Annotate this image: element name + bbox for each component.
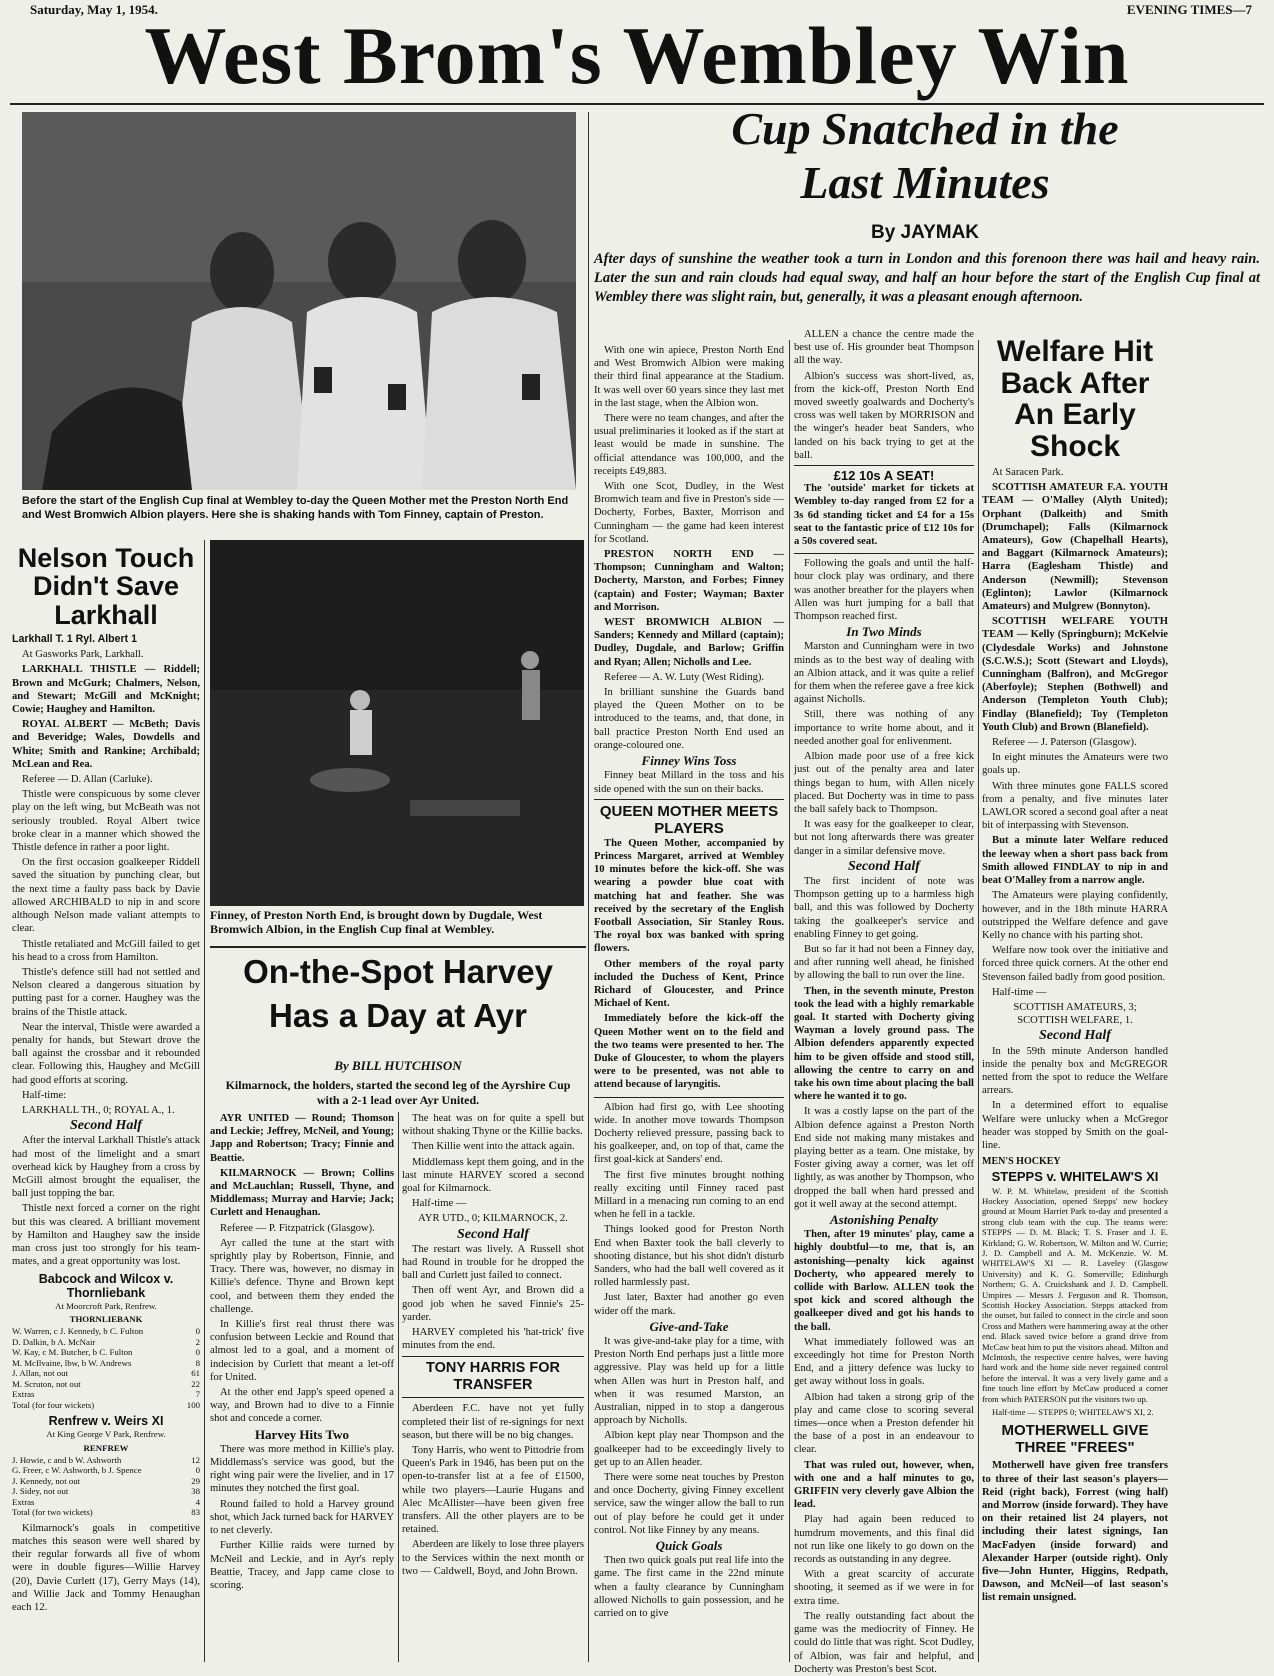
referee: Referee — D. Allan (Carluke). xyxy=(22,774,153,786)
paragraph: With one win apiece, Preston North End and West Bromwich Albion were making their third final appearance at the Stadium. It was well over 60 years since they last met in the last stage, when the Albion won. xyxy=(594,345,784,409)
column-divider xyxy=(978,340,979,1662)
paragraph: Finney beat Millard in the toss and his side opened with the sun on their backs. xyxy=(594,770,784,795)
paragraph: Aberdeen are likely to lose three players to the Services within the next month or two — Caldwell, Boyd, and John Brown. xyxy=(402,1539,584,1577)
batsman: J. Kennedy, not out xyxy=(12,1475,81,1486)
scorecard-row xyxy=(12,1486,200,1497)
box-title: QUEEN MOTHER MEETS PLAYERS xyxy=(599,802,779,837)
paragraph: Then, in the seventh minute, Preston took the lead with a highly remarkable goal. It started with Docherty giving Wayman a lovely ground pass. The Albion defenders apparently expected him to be given offside and stood still, allowing the centre to carry on and take his own time about placing the ball where he wanted it to go. xyxy=(794,985,974,1103)
photo-placeholder-icon xyxy=(22,112,576,490)
scorecard-row xyxy=(12,1347,200,1358)
motherwell-headline: MOTHERWELL GIVE THREE "FREES" xyxy=(1001,1422,1149,1457)
subheading: Astonishing Penalty xyxy=(830,1212,938,1227)
byline: By JAYMAK xyxy=(870,222,980,243)
paragraph: Motherwell have given free transfers to three of their last season's players—Reid (right back), Forrest (wing half) and Morrow (inside forward). They have on their retained list 24 players, not including their latest signings, Ian MacFadyen (inside forward) and Alexander Harper (outside right). Only five—John Hunter, Higgins, Redpath, Dawson, and McNeil—of last season's list remain unsigned. xyxy=(982,1460,1168,1604)
team-list: KILMARNOCK — Brown; Collins and McLauchlan; Russell, Thyne, and Middlemass; Murray and Harvie; Jack; Curlett and Henaughan. xyxy=(210,1167,394,1219)
column-divider xyxy=(204,540,205,1662)
paragraph: Then Killie went into the attack again. xyxy=(412,1141,575,1153)
batsman: D. Dalkin, b A. McNair xyxy=(12,1336,96,1347)
referee: Referee — J. Paterson (Glasgow). xyxy=(992,737,1137,749)
paragraph: Immediately before the kick-off the Queen Mother went on to the field and the two teams were presented to her. The Duke of Gloucester, to whom the players were to be presented, was not able to attend because of laryngitis. xyxy=(594,1013,784,1091)
team-list: SCOTTISH AMATEUR F.A. YOUTH TEAM — O'Malley (Alyth United); Orphant (Dalkeith) and Smith (Drumchapel); Falls (Kilmarnock Amateurs), Gow (Chapelhall Hearts), and Baggart (Kilmarnock Amateurs); Harra (Eaglesham Thistle) and Anderson (Newmill); Stevenson (Eglinton); Lawlor (Kilmarnock Amateurs) and Mulgrew (Bonnyton). xyxy=(982,482,1168,613)
batsman: M. Scruton, not out xyxy=(12,1378,81,1389)
batsman: G. Freer, c W. Ashworth, b J. Spence xyxy=(12,1465,142,1476)
scorecard-row xyxy=(12,1465,200,1476)
ayr-col2 xyxy=(402,1112,584,1664)
team-list: LARKHALL THISTLE — Riddell; Brown and McGurk; Chalmers, Nelson, and Stewart; McGill and McKnight; Cowie; Haughey and Hamilton. xyxy=(12,664,200,716)
paragraph: There were some neat touches by Preston and once Docherty, giving Finney excellent service, saw the winger allow the ball to run out of play before he could get it under control. Not like Finney by any means. xyxy=(594,1472,784,1536)
scorecard-row xyxy=(12,1476,200,1487)
cricket-headline: Renfrew v. Weirs XI xyxy=(48,1414,164,1429)
paragraph: Albion's success was short-lived, as, from the kick-off, Preston North End moved sweetly goalwards and Docherty's cross was well taken by MORRISON and the winger's header beat Sanders, who landed on his back trying to get at the ball. xyxy=(794,370,974,461)
paragraph: Kilmarnock's goals in competitive matches this season were well shared by their regular forwards all five of whom were in double figures—Willie Harvey (20), Davie Curlett (17), Gerry Mays (14), and Willie Jack and Tommy Henaughan each 12. xyxy=(12,1522,200,1614)
main-headline: West Brom's Wembley Win xyxy=(144,10,1130,101)
ayr-intro: Kilmarnock, the holders, started the second leg of the Ayrshire Cup with a 2-1 lead over Ayr United. xyxy=(225,1078,571,1107)
paragraph: With three minutes gone FALLS scored from a penalty, and five minutes later LAWLOR scored a second goal after a neat bit of interpassing with Stevenson. xyxy=(982,780,1168,832)
scorecard-row xyxy=(12,1455,200,1466)
paragraph: On the first occasion goalkeeper Riddell saved the situation by punching clear, but the next time a faulty pass back by Davie allowed ARCHIBALD to nip in and score although Nelson made valiant attempts to clear. xyxy=(12,857,200,935)
paragraph: It was give-and-take play for a time, with Preston North End perhaps just a little more aggressive. Play was held up for a little when Allen was hurt in Preston half, and when it was resumed Marston, an Australian, nipped in to stop a dangerous approach by Nicholls. xyxy=(594,1336,784,1427)
paragraph: What immediately followed was an exceedingly hot time for Preston North End, and a jittery defence was lucky to get away without loss in goals. xyxy=(794,1336,974,1388)
team-list: ROYAL ALBERT — McBeth; Davis and Beveridge; Wales, Dowdells and White; Smith and Rankine; Archibald; McLean and Rea. xyxy=(12,719,200,770)
runs: 22 xyxy=(191,1378,200,1389)
paragraph: The 'outside' market for tickets at Wembley to-day ranged from £2 for a 3s 6d standing ticket and £4 for a 15s seat to the fantastic price of £12 10s for a 50s covered seat. xyxy=(794,483,974,548)
ayr-headline-line2: Has a Day at Ayr xyxy=(268,997,528,1034)
scorecard-row xyxy=(12,1368,200,1379)
ayr-col1 xyxy=(210,1112,394,1664)
team-name: THORNLIEBANK xyxy=(69,1313,143,1324)
runs: 2 xyxy=(195,1336,200,1347)
paragraph: After the interval Larkhall Thistle's attack had most of the limelight and a smart overhead kick by Haughey from a cross by McGill almost brought the equaliser, the ball just topping the bar. xyxy=(12,1135,200,1200)
ayr-headline xyxy=(210,950,586,1038)
paragraph: Thistle next forced a corner on the right but this was cleared. A brilliant movement by Hamilton and Haughey saw the inside man cross just too strongly for his team-mates, and a great opportunity was lost. xyxy=(12,1203,200,1268)
paragraph: Albion kept play near Thompson and the goalkeeper had to be exceedingly lively to get up to an Allen header. xyxy=(594,1430,784,1468)
venue: At King George V Park, Renfrew. xyxy=(46,1429,166,1440)
paragraph: The restart was lively. A Russell shot had Round in trouble for he dropped the ball and Curlett just failed to connect. xyxy=(402,1243,584,1282)
batsman: J. Allan, not out xyxy=(12,1368,68,1379)
ayr-byline: By BILL HUTCHISON xyxy=(334,1058,462,1073)
halftime-label: Half-time — xyxy=(412,1198,467,1210)
ayr-headline-line1: On-the-Spot Harvey xyxy=(243,953,553,990)
paragraph: Things looked good for Preston North End when Baxter took the ball cleverly to shooting distance, but his shot didn't disturb Sanders, who had the ball well covered as it rolled harmlessly past. xyxy=(594,1224,784,1289)
paragraph: Marston and Cunningham were in two minds as to the best way of dealing with an Albion attack, and it was quite a relief for them when the referee gave a free kick against Nicholls. xyxy=(794,641,974,706)
extras-label: Extras xyxy=(12,1496,35,1507)
paragraph: Other members of the royal party included the Duchess of Kent, Prince Richard of Gloucester, and Prince Michael of Kent. xyxy=(594,958,784,1010)
subheading: Finney Wins Toss xyxy=(641,753,737,769)
story-rule xyxy=(210,946,586,948)
scorecard-row xyxy=(12,1379,200,1390)
finney-photo xyxy=(210,540,584,906)
halftime-label: Half-time: xyxy=(22,1089,67,1101)
seat-price-box xyxy=(794,465,974,554)
photo1-caption: Before the start of the English Cup final at Wembley to-day the Queen Mother met the Preston North End and West Bromwich Albion players. Here she is shaking hands with Tom Finney, captain of Preston. xyxy=(22,495,569,521)
total-row xyxy=(12,1507,200,1518)
subheading: Give-and-Take xyxy=(649,1318,729,1334)
paragraph: Then two quick goals put real life into the game. The first came in the 22nd minute when a faulty clearance by Cunningham allowed Nicholls to gain possession, and he carried on to give xyxy=(594,1555,784,1620)
paragraph: Albion made poor use of a free kick just out of the penalty area and later things began to hum, with Allen nicely placed. But Docherty was in time to pass the ball safely back to Thompson. xyxy=(794,751,974,815)
paragraph: It was easy for the goalkeeper to clear, but not long afterwards there was greater danger in a similar defensive move. xyxy=(794,819,974,857)
venue: At Saracen Park. xyxy=(992,467,1064,478)
paragraph: The heat was on for quite a spell but without shaking Thyne or the Killie backs. xyxy=(402,1113,584,1138)
paragraph: It was a costly lapse on the part of the Albion defence against a Preston North End side not making many mistakes and playing better as a team. One mistake, by Foster giving away a corner, was let off lightly, as was another by Thompson, who dropped the ball when hard pressed and got it well away at the second attempt. xyxy=(794,1106,974,1210)
paragraph: Still, there was nothing of any importance to write home about, and it needed another goal for enlivenment. xyxy=(794,709,974,747)
paragraph: Aberdeen F.C. have not yet fully completed their list of re-signings for next season, but there will be no big changes. xyxy=(402,1403,584,1441)
team-list: AYR UNITED — Round; Thomson and Leckie; Jeffrey, McNeil, and Young; Japp and Robertson; Tracy; Finnie and Beattie. xyxy=(210,1113,394,1164)
paragraph: Thistle were conspicuous by some clever play on the left wing, but McBeath was not seriously troubled. Royal Albert twice broke clear in a manner which showed the Thistle defence in rather a poor light. xyxy=(12,789,200,854)
main-story-col2 xyxy=(794,328,974,1675)
batsman: J. Sidey, not out xyxy=(12,1486,69,1497)
extras-runs: 4 xyxy=(195,1496,200,1507)
halftime-score: Half-time — STEPPS 0; WHITELAW'S XI, 2. xyxy=(992,1407,1154,1418)
paragraph: With a great scarcity of accurate shooting, it seemed as if we were in for extra time. xyxy=(794,1569,974,1607)
paragraph: At the other end Japp's speed opened a way, and Brown had to dive to a Finnie shot and concede a corner. xyxy=(210,1387,394,1425)
total-label: Total (for two wickets) xyxy=(12,1507,93,1518)
welfare-story xyxy=(982,336,1168,1664)
paragraph: In brilliant sunshine the Guards band played the Queen Mother on to be introduced to the teams, and, that done, in ball practice Preston North End used an orange-coloured one. xyxy=(594,687,784,751)
subheading: Second Half xyxy=(70,1118,142,1134)
batsman: J. Howie, c and b W. Ashworth xyxy=(12,1454,122,1465)
paragraph: In Killie's first real thrust there was confusion between Leckie and Round that almost led to a goal, and a moment of indecision by Curlett that meant a let-off for United. xyxy=(210,1319,394,1383)
paragraph: HARVEY completed his 'hat-trick' five minutes from the end. xyxy=(402,1327,584,1352)
paragraph: But so far it had not been a Finney day, and after running well ahead, he finished by allowing the ball to run over the line. xyxy=(794,943,974,982)
paragraph: Welfare now took over the initiative and forced three quick corners. At the other end Stevenson failed badly from good position. xyxy=(982,945,1168,983)
runs: 12 xyxy=(191,1454,200,1465)
subheading: Harvey Hits Two xyxy=(254,1426,350,1442)
paragraph: Then, after 19 minutes' play, came a highly doubtful—to me, that is, an astonishing—penalty kick against Docherty, who appeared merely to collide with Barlow. ALLEN took the spot kick and scored although the goalkeeper dived and got his hands to the ball. xyxy=(794,1229,974,1333)
team-list: SCOTTISH WELFARE YOUTH TEAM — Kelly (Springburn); McKelvie (Clydesdale Works) and Johnstone (S.C.W.S.); Scott (Stewart and Lloyds), Cunningham (Balfron), and McGregor (Aberfoyle); Stephen (Bothwell) and Anderson (Templeton Youth Club); Findlay (Blanefield); Toy (Templeton Youth Club) and Brown (Blanefield). xyxy=(982,616,1168,733)
scorecard-row xyxy=(12,1326,200,1337)
paragraph: W. P. M. Whitelaw, president of the Scottish Hockey Association, opened Stepps' new hockey ground at Mount Harriet Park to-day and presented a strong club team with the cup. The teams were: STEPPS — D. M. Black; T. S. Fraser and J. E. Kirkland; G. W. Robertson, W. Milton and W. Currie; J. D. Campbell and A. M. McKenzie. W. M. WHITELAW'S XI — R. Laveley (Glasgow University) and K. G. Somerville; Edinburgh Northern; G. A. Cruickshank and J. D. Campbell. Umpires — Messrs J. Ferguson and R. Thomson, Scottish Hockey Association. Stepps attacked from the outset, but failed to connect in the circle and soon Cross and Mathers were hammering away at the other end. Black saved twice before a grand drive from McCaw beat him to put the visitors ahead. Milton and McIntosh, the respective centre halves, were having hard work and the home side never regained control before the interval. It was a very lively game and a fine touch line effort by McCaw produced a corner from which PATERSON put the visitors two up. xyxy=(982,1185,1168,1404)
queen-mother-box xyxy=(594,799,784,1098)
subhead-line1: Cup Snatched in the xyxy=(731,103,1119,154)
paragraph: Following the goals and until the half-hour clock play was ordinary, and there was another breather for the players when Allen was hurt jumping for a ball that Thompson reached first. xyxy=(794,558,974,623)
extras-row xyxy=(12,1389,200,1400)
subheading: In Two Minds xyxy=(846,624,922,640)
paragraph: Further Killie raids were turned by McNeil and Leckie, and in Ayr's reply Beattie, Tracey, and Japp came close to scoring. xyxy=(210,1540,394,1591)
subheading: Second Half xyxy=(457,1226,529,1242)
extras-label: Extras xyxy=(12,1389,35,1400)
subheading: Quick Goals xyxy=(655,1538,723,1554)
column-divider xyxy=(789,340,790,1662)
subheading: Second Half xyxy=(1039,1028,1111,1044)
paragraph: Then off went Ayr, and Brown did a good job when he saved Finnie's 25-yarder. xyxy=(402,1285,584,1323)
runs: 0 xyxy=(195,1465,200,1476)
box-title: TONY HARRIS FOR TRANSFER xyxy=(425,1360,560,1394)
paragraph: Albion had first go, with Lee shooting wide. In another move towards Thompson Docherty relieved pressure, passing back to his goalkeeper, and, on top of that, came the first goal-kick at Sanders' end. xyxy=(594,1101,784,1166)
halftime-score: SCOTTISH AMATEURS, 3; xyxy=(1013,1001,1137,1013)
paragraph: The Queen Mother, accompanied by Princess Margaret, arrived at Wembley 10 minutes before the kick-off. She was wearing a powder blue coat with matching hat and feather. She was received by the secretary of the English Football Association, Sir Stanley Rous. The royal box was banked with spring flowers. xyxy=(594,837,784,955)
scorecard xyxy=(12,1326,200,1389)
paragraph: Near the interval, Thistle were awarded a penalty for hands, but Stewart drove the ball against the crossbar and it rebounded clear. Following this, Haughey and McGill had good efforts at scoring. xyxy=(12,1021,200,1086)
paragraph: The really outstanding fact about the game was the mediocrity of Finney. He could do little that was right. Scot Dudley, of Albion, was fair and helpful, and Docherty was Preston's best Scot. xyxy=(794,1610,974,1675)
runs: 29 xyxy=(191,1475,200,1486)
paragraph: Ayr called the tune at the start with sprightly play by Robertson, Finnie, and Tracy. There was, however, no dismay in Killie's defence. Thyne and Brown kept cool, and between them they ended the challenge. xyxy=(210,1237,394,1315)
paragraph: The first incident of note was Thompson getting up to a harmless high ball, and this was followed by Docherty taking the goalkeeper's service and enabling Finney to get going. xyxy=(794,875,974,940)
paragraph: Albion had taken a strong grip of the play and came close to scoring several times—once when a Preston defender hit the base of a post in an endeavour to clear. xyxy=(794,1391,974,1456)
subheading: Second Half xyxy=(848,858,920,874)
halftime-score: SCOTTISH WELFARE, 1. xyxy=(1017,1015,1133,1027)
runs: 0 xyxy=(195,1326,200,1337)
paragraph: In the 59th minute Anderson handled inside the penalty box and McGREGOR netted from the spot to reduce the Welfare arrears. xyxy=(982,1045,1168,1097)
issue-date: Saturday, May 1, 1954. xyxy=(30,2,158,17)
hockey-headline: STEPPS v. WHITELAW'S XI xyxy=(991,1169,1159,1185)
paragraph: There was more method in Killie's play. Middlemass's service was good, but the right wing pair were the livelier, and in 17 minutes they notched the first goal. xyxy=(210,1443,394,1495)
extras-row xyxy=(12,1497,200,1508)
venue: At Gasworks Park, Larkhall. xyxy=(22,649,144,661)
nelson-headline: Nelson Touch Didn't Save Larkhall xyxy=(17,543,195,630)
total-runs: 100 xyxy=(186,1399,200,1410)
paragraph: Play had again been reduced to humdrum movements, and this final did not run like one likely to go down on the records as outstanding in any degree. xyxy=(794,1514,974,1566)
paragraph: Thistle retaliated and McGill failed to get his head to a cross from Hamilton. xyxy=(12,938,200,963)
photo-placeholder-icon xyxy=(210,540,584,906)
paragraph: There were no team changes, and after the usual preliminaries it looked as if the start at least would be made in sunshine. The official attendance was 100,000, and the receipts £49,883. xyxy=(594,413,784,477)
team-list: PRESTON NORTH END — Thompson; Cunningham and Walton; Docherty, Marston, and Forbes; Finney (captain) and Foster; Wayman; Baxter and Morrison. xyxy=(594,549,784,613)
harris-box xyxy=(402,1356,584,1398)
batsman: W. Kay, c M. Butcher, b C. Fulton xyxy=(12,1347,133,1358)
total-label: Total (for four wickets) xyxy=(12,1399,95,1410)
subhead-line2: Last Minutes xyxy=(800,157,1050,208)
intro-paragraph: After days of sunshine the weather took a turn in London and this forenoon there was hail and heavy rain. Later the sun and rain clouds had equal sway, and half an hour before the start of the English Cup final at Wembley there was slight rain, but, generally, it was a pleasant enough afternoon. xyxy=(594,251,1260,305)
total-runs: 83 xyxy=(191,1507,200,1518)
halftime-score: AYR UTD., 0; KILMARNOCK, 2. xyxy=(418,1213,568,1225)
batsman: M. McIlvaine, lbw, b W. Andrews xyxy=(12,1357,132,1368)
runs: 0 xyxy=(195,1347,200,1358)
paragraph: Tony Harris, who went to Pittodrie from Queen's Park in 1946, has been put on the open-to-transfer list at a fee of £1500, while two players—Laurie Hugans and Alec McAllister—have been given free transfers. All the other players are to be retained. xyxy=(402,1445,584,1536)
referee: Referee — P. Fitzpatrick (Glasgow). xyxy=(220,1222,375,1234)
paragraph: But a minute later Welfare reduced the leeway when a short pass back from Smith allowed FINDLAY to nip in and beat O'Malley from a narrow angle. xyxy=(982,835,1168,887)
paragraph: Round failed to hold a Harvey ground shot, which Jack turned back for HARVEY to net cleverly. xyxy=(210,1498,394,1537)
section-label: MEN'S HOCKEY xyxy=(982,1156,1061,1168)
paragraph: ALLEN a chance the centre made the best use of. His grounder beat Thompson all the way. xyxy=(794,329,974,367)
paragraph: In a determined effort to equalise Welfare were unlucky when a McGregor header was stopped by Smith on the goal-line. xyxy=(982,1100,1168,1151)
paragraph: Just later, Baxter had another go even wider off the mark. xyxy=(594,1292,784,1317)
extras-runs: 7 xyxy=(195,1389,200,1400)
runs: 61 xyxy=(191,1368,200,1379)
column-divider xyxy=(588,112,589,1662)
paragraph: With one Scot, Dudley, in the West Bromwich team and five in Preston's side — Docherty, Forbes, Baxter, Morrison and Cunningham — the game had keen interest for Scotland. xyxy=(594,481,784,545)
match-score: Larkhall T. 1 Ryl. Albert 1 xyxy=(12,633,138,646)
paragraph: That was ruled out, however, when, with one and a half minutes to go, GRIFFIN very cleverly gave Albion the lead. xyxy=(794,1459,974,1511)
runs: 8 xyxy=(195,1357,200,1368)
venue: At Moorcroft Park, Renfrew. xyxy=(55,1300,157,1311)
scorecard-row xyxy=(12,1358,200,1369)
main-story-col1 xyxy=(594,344,784,1664)
cricket-headline: Babcock and Wilcox v. Thornliebank xyxy=(38,1272,174,1300)
paragraph: The first five minutes brought nothing really exciting until Finney raced past Millard in a menacing run coming to an end when he fell in a tackle. xyxy=(594,1169,784,1221)
box-title: £12 10s A SEAT! xyxy=(833,468,935,484)
halftime-score: LARKHALL TH., 0; ROYAL A., 1. xyxy=(22,1104,175,1116)
paragraph: Middlemass kept them going, and in the last minute HARVEY scored a second goal for Kilmarnock. xyxy=(402,1156,584,1195)
column-divider xyxy=(398,1112,399,1662)
team-list: WEST BROMWICH ALBION — Sanders; Kennedy and Millard (captain); Dudley, Dugdale, and Barlow; Griffin and Ryan; Allen; Nicholls and Lee. xyxy=(594,617,784,668)
batsman: W. Warren, c J. Kennedy, b C. Fulton xyxy=(12,1326,144,1337)
halftime-label: Half-time — xyxy=(992,986,1047,998)
paragraph: In eight minutes the Amateurs were two goals up. xyxy=(982,752,1168,777)
team-name: RENFREW xyxy=(83,1442,129,1453)
paper-name: EVENING TIMES—7 xyxy=(1126,2,1252,17)
runs: 38 xyxy=(191,1486,200,1497)
queen-mother-photo xyxy=(22,112,576,490)
welfare-headline: Welfare Hit Back After An Early Shock xyxy=(996,335,1154,463)
photo2-caption: Finney, of Preston North End, is brought down by Dugdale, West Bromwich Albion, in the English Cup final at Wembley. xyxy=(210,908,543,936)
scorecard-row xyxy=(12,1337,200,1348)
paragraph: Thistle's defence still had not settled and Nelson cleared a dangerous situation by putting past for a corner. Haughey was the brains of the Thistle attack. xyxy=(12,966,200,1018)
scorecard xyxy=(12,1455,200,1497)
nelson-story xyxy=(12,544,200,1664)
total-row xyxy=(12,1400,200,1411)
referee: Referee — A. W. Luty (West Riding). xyxy=(604,671,765,683)
paragraph: The Amateurs were playing confidently, however, and in the 18th minute HARRA outstripped the Welfare defence and gave Kelly no chance with his parting shot. xyxy=(982,890,1168,941)
